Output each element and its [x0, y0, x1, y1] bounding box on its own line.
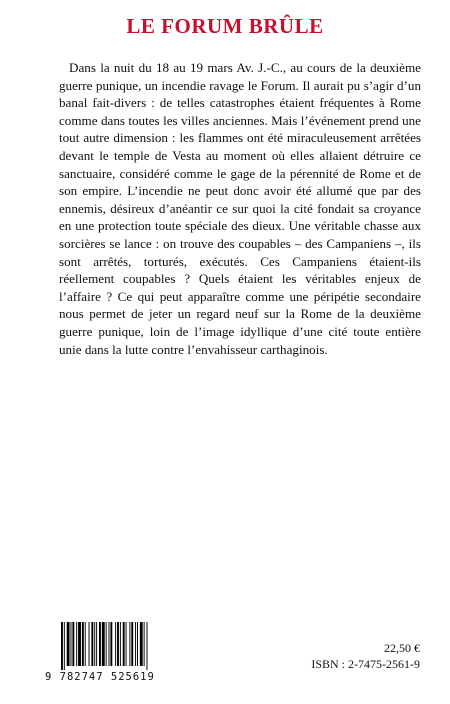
barcode — [39, 622, 189, 684]
price: 22,50 € — [384, 641, 420, 655]
blurb — [59, 59, 421, 358]
book-title: LE FORUM BRÛLE — [126, 14, 324, 38]
isbn: ISBN : 2-7475-2561-9 — [311, 657, 420, 671]
blurb-paragraph: Dans la nuit du 18 au 19 mars Av. J.-C., au cours de la deuxième guerre punique, un incendie ravage le Forum. Il aurait pu s’agir d’un banal fait-divers : de telles catastrophes étaient fréquentes à Rome comme dans toutes les villes anciennes. Mais l’événement prend une tout autre dimension : les flammes ont été miraculeusement arrêtées devant le temple de Vesta au moment où elles allaient détruire ce sanctuaire, considéré comme le gage de la pérennité de Rome et de son empire. L’incendie ne peut donc avoir été allumé que par des ennemis, désireux d’anéantir ce sur quoi la cité fondait sa croyance en une protection toute spéciale des dieux. Une véritable chasse aux sorcières se lance : on trouve des coupables – des Campaniens –, ils sont arrêtés, torturés, exécutés. Ces Campaniens étaient-ils réellement coupables ? Quels étaient les véritables enjeux de l’affaire ? Ce qui peut apparaître comme une péripétie secondaire nous permet de jeter un regard neuf sur la Rome de la deuxième guerre punique, loin de l’image idyllique d’une cité toute entière unie dans la lutte contre l’envahisseur carthaginois. — [59, 60, 421, 357]
barcode-number: 9 782747 525619 — [45, 671, 155, 683]
barcode-icon — [59, 622, 179, 670]
price-isbn — [311, 640, 420, 672]
